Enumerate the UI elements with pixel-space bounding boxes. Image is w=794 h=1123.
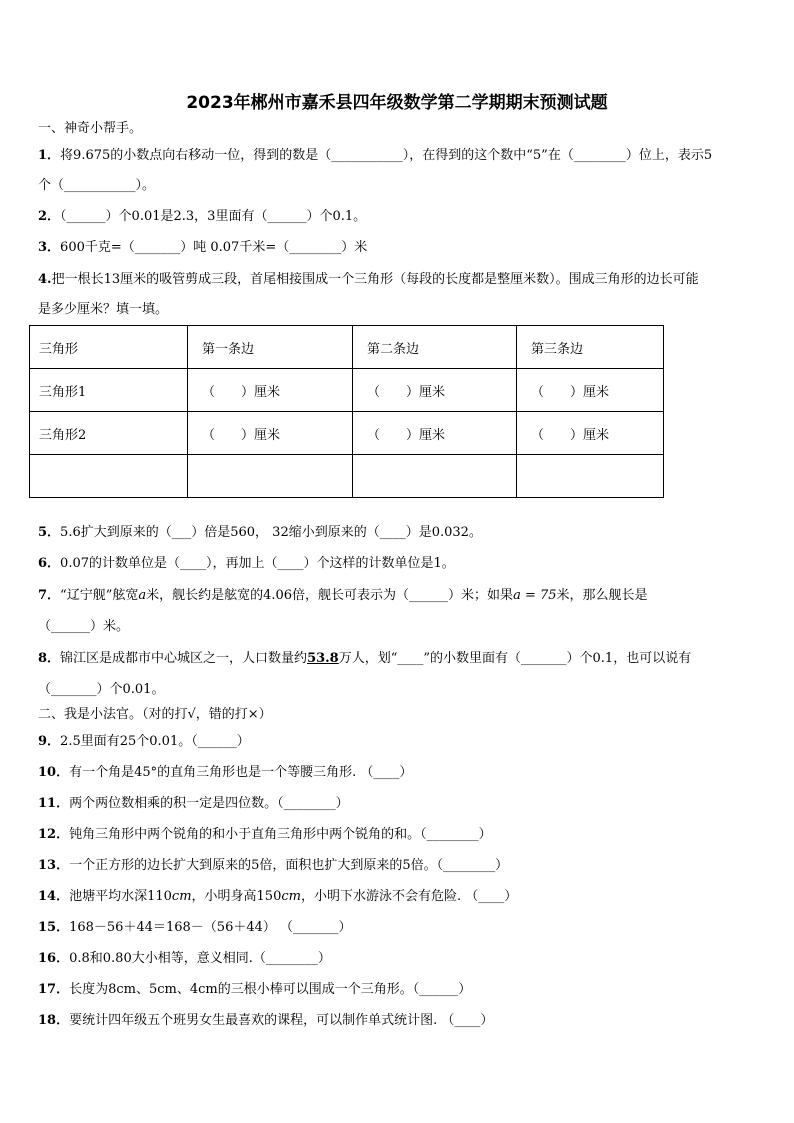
question-text: 米，舰长约是舷宽的4.06倍，舰长可表示为（______）米；如果 — [146, 588, 514, 603]
question-16 — [38, 951, 331, 967]
table-cell: 三角形1 — [30, 369, 188, 412]
table-header-cell: 三角形 — [30, 326, 188, 369]
question-text: 钝角三角形中两个锐角的和小于直角三角形中两个锐角的和。（________） — [69, 827, 492, 842]
question-8-line-2: （_______）个0.01。 — [38, 682, 165, 697]
question-number: 15． — [38, 920, 70, 935]
question-number: 1． — [38, 148, 61, 163]
table-cell-answer[interactable]: （ ）厘米 — [188, 369, 353, 412]
table-header-row — [30, 326, 664, 369]
variable-a: a — [138, 588, 147, 603]
unit-cm: cm — [281, 889, 301, 904]
table-row — [30, 369, 664, 412]
question-18 — [38, 1013, 493, 1029]
table-cell-answer[interactable]: （ ）厘米 — [517, 412, 664, 455]
question-text: ，小明下水游泳不会有危险. （____） — [300, 889, 518, 904]
question-text: 一个正方形的边长扩大到原来的5倍，面积也扩大到原来的5倍。（________） — [69, 858, 509, 873]
question-number: 4. — [38, 272, 52, 287]
table-row — [30, 412, 664, 455]
question-text: 将9.675的小数点向右移动一位，得到的数是（___________），在得到的这个数中“5”在（________）位上，表示5 — [60, 148, 713, 163]
question-1-line-2: 个（___________）。 — [38, 178, 156, 193]
question-text: 有一个角是45°的直角三角形也是一个等腰三角形. （____） — [69, 765, 413, 780]
equation: a = 75 — [513, 588, 557, 603]
table-cell-empty[interactable] — [188, 455, 353, 498]
question-15 — [38, 920, 352, 936]
question-4-line-2: 是多少厘米？填一填。 — [38, 302, 169, 317]
question-2 — [38, 209, 366, 225]
question-number: 10． — [38, 765, 70, 780]
question-3 — [38, 240, 367, 256]
triangle-table — [29, 325, 664, 498]
question-number: 14． — [38, 889, 70, 904]
question-text: 池塘平均水深110 — [69, 889, 172, 904]
section-heading-1: 一、神奇小帮手。 — [38, 121, 143, 136]
question-text: 5.6扩大到原来的（___）倍是560， 32缩小到原来的（____）是0.032。 — [60, 525, 482, 540]
question-text: 0.07的计数单位是（____），再加上（____）个这样的计数单位是1。 — [60, 556, 455, 571]
question-10 — [38, 765, 412, 781]
table-row — [30, 455, 664, 498]
underlined-number: 53.8 — [307, 651, 339, 666]
question-text: 0.8和0.80大小相等，意义相同.（________） — [69, 951, 331, 966]
question-number: 9． — [38, 734, 61, 749]
question-number: 3． — [38, 240, 61, 255]
question-number: 17． — [38, 982, 70, 997]
table-cell-empty[interactable] — [517, 455, 664, 498]
table-cell-empty[interactable] — [353, 455, 517, 498]
question-text: ，小明身高150 — [191, 889, 282, 904]
unit-cm: cm — [171, 889, 192, 904]
question-number: 8． — [38, 651, 61, 666]
table-header-cell: 第一条边 — [188, 326, 353, 369]
question-number: 2． — [38, 209, 61, 224]
question-1-line-1 — [38, 148, 712, 164]
question-text: 把一根长13厘米的吸管剪成三段，首尾相接围成一个三角形（每段的长度都是整厘米数）。围成三角形的边长可能 — [51, 272, 699, 287]
question-number: 18． — [38, 1013, 70, 1028]
page-title: 2023年郴州市嘉禾县四年级数学第二学期期末预测试题 — [186, 93, 608, 113]
question-8-line-1 — [38, 651, 691, 667]
question-number: 13． — [38, 858, 70, 873]
question-text: 要统计四年级五个班男女生最喜欢的课程，可以制作单式统计图. （____） — [69, 1013, 494, 1028]
question-6 — [38, 556, 455, 572]
table-cell-answer[interactable]: （ ）厘米 — [353, 369, 517, 412]
section-heading-2: 二、我是小法官。（对的打√，错的打×） — [38, 707, 272, 722]
question-9 — [38, 734, 250, 750]
question-11 — [38, 796, 349, 812]
question-text: 168－56＋44＝168－（56＋44） （_______） — [69, 920, 352, 935]
question-4-line-1 — [38, 272, 699, 288]
question-14 — [38, 889, 517, 905]
question-number: 12． — [38, 827, 70, 842]
table-header-cell: 第三条边 — [517, 326, 664, 369]
table-cell-answer[interactable]: （ ）厘米 — [517, 369, 664, 412]
table-header-cell: 第二条边 — [353, 326, 517, 369]
question-text: 锦江区是成都市中心城区之一，人口数量约 — [60, 651, 308, 666]
question-number: 6． — [38, 556, 61, 571]
question-7-line-1 — [38, 588, 648, 604]
question-17 — [38, 982, 471, 998]
question-text: （______）个0.01是2.3，3里面有（______）个0.1。 — [60, 209, 367, 224]
question-text: 两个两位数相乘的积一定是四位数。（________） — [69, 796, 349, 811]
table-cell-answer[interactable]: （ ）厘米 — [188, 412, 353, 455]
question-7-line-2: （______）米。 — [38, 619, 130, 634]
table-cell: 三角形2 — [30, 412, 188, 455]
question-5 — [38, 525, 482, 541]
question-text: 600千克=（_______）吨 0.07千米=（________）米 — [60, 240, 368, 255]
question-text: 米，那么舰长是 — [556, 588, 648, 603]
question-number: 5． — [38, 525, 61, 540]
question-text: 2.5里面有25个0.01。（______） — [60, 734, 250, 749]
table-cell-answer[interactable]: （ ）厘米 — [353, 412, 517, 455]
question-12 — [38, 827, 492, 843]
question-number: 16． — [38, 951, 70, 966]
question-number: 7． — [38, 588, 61, 603]
question-text: 万人，划“____”的小数里面有（_______）个0.1，也可以说有 — [338, 651, 692, 666]
table-cell-empty[interactable] — [30, 455, 188, 498]
question-text: “辽宁舰”舷宽 — [60, 588, 139, 603]
question-number: 11． — [38, 796, 70, 811]
question-13 — [38, 858, 508, 874]
question-text: 长度为8cm、5cm、4cm的三根小棒可以围成一个三角形。（______） — [69, 982, 472, 997]
